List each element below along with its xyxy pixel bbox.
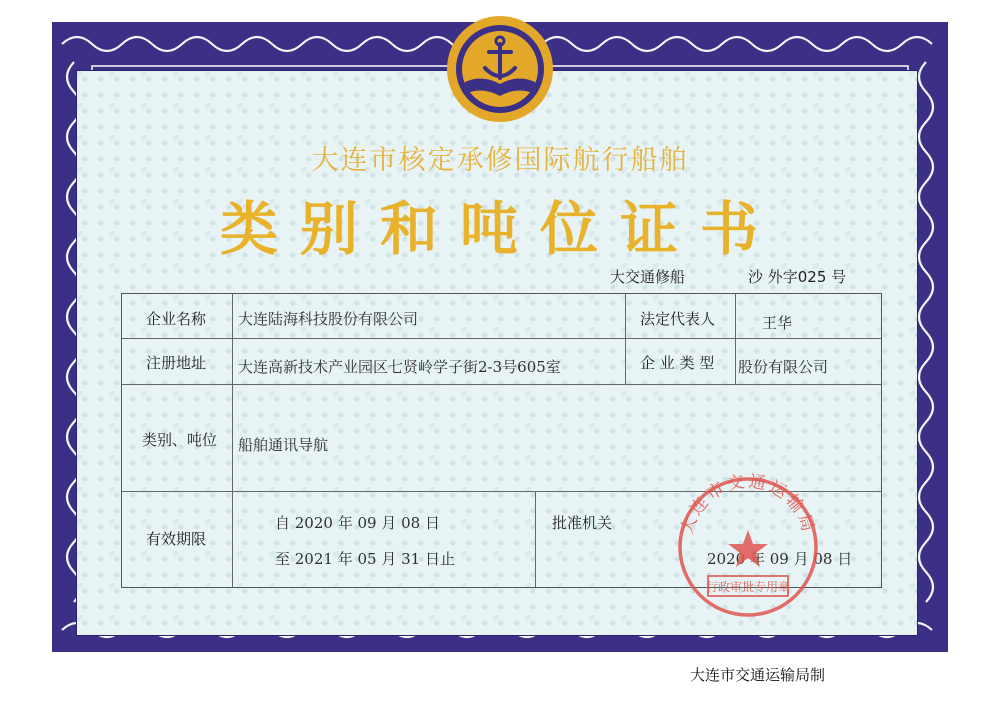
validity-label: 有效期限 <box>146 530 207 548</box>
approval-date: 2020 年 09 月 08 日 <box>707 550 853 568</box>
validity-to: 至 2021 年 05 月 31 日止 <box>275 550 455 568</box>
approval-authority-label: 批准机关 <box>552 514 613 532</box>
company-type-label: 企 业 类 型 <box>640 354 715 372</box>
certificate-number-prefix: 大交通修船 <box>610 268 686 286</box>
official-red-seal <box>668 472 828 622</box>
company-name-value: 大连陆海科技股份有限公司 <box>238 310 419 328</box>
category-label: 类别、吨位 <box>142 431 218 449</box>
company-name-label: 企业名称 <box>146 310 207 328</box>
address-label: 注册地址 <box>146 354 207 372</box>
address-value: 大连高新技术产业园区七贤岭学子街2-3号605室 <box>238 358 561 376</box>
issuer-footer: 大连市交通运输局制 <box>690 666 826 684</box>
legal-rep-value: 王华 <box>762 314 793 332</box>
svg-text:大连市交通运输局 <box>677 472 818 537</box>
certificate-number-code: 沙 外字025 号 <box>748 268 847 286</box>
legal-rep-label: 法定代表人 <box>640 310 716 328</box>
anchor-emblem-icon <box>445 14 555 124</box>
seal-subtext: 行政审批专用章 <box>705 580 791 594</box>
company-type-value: 股份有限公司 <box>738 358 829 376</box>
certificate-title-line1: 大连市核定承修国际航行船舶 <box>311 145 689 176</box>
validity-from: 自 2020 年 09 月 08 日 <box>275 514 440 532</box>
seal-text: 大连市交通运输局 <box>677 472 819 537</box>
certificate-title-line2: 类别和吨位证书 <box>219 195 780 263</box>
category-value: 船舶通讯导航 <box>238 436 329 454</box>
